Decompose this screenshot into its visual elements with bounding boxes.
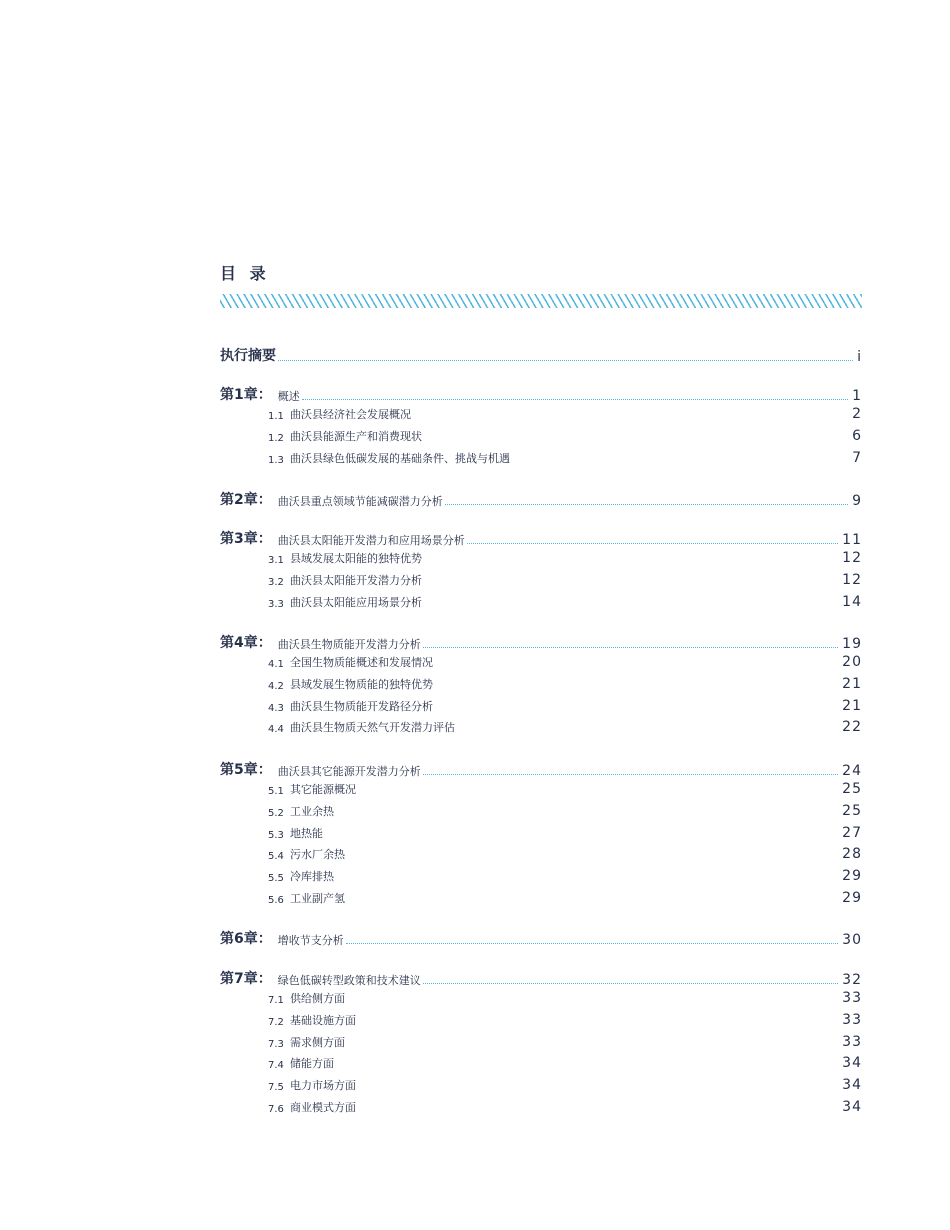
section-number: 1.2 bbox=[268, 432, 284, 444]
section-number: 4.1 bbox=[268, 659, 284, 670]
toc-chapter-5[interactable] bbox=[220, 759, 862, 779]
toc-entry-page: i bbox=[857, 349, 862, 365]
chapter-page: 30 bbox=[842, 932, 862, 948]
section-page: 6 bbox=[852, 427, 862, 444]
section-number: 1.3 bbox=[268, 454, 284, 466]
toc-section-3-1[interactable] bbox=[268, 550, 862, 566]
chapter-title: 曲沃县其它能源开发潜力分析 bbox=[277, 765, 421, 778]
toc-section-1-2[interactable] bbox=[268, 428, 862, 444]
toc-section-1-1[interactable] bbox=[268, 406, 862, 422]
toc-section-5-1[interactable] bbox=[268, 781, 862, 797]
section-page: 22 bbox=[842, 719, 862, 736]
toc-section-5-2[interactable] bbox=[268, 803, 862, 819]
dot-leader bbox=[302, 399, 848, 400]
section-number: 5.4 bbox=[268, 851, 284, 863]
section-number: 4.2 bbox=[268, 680, 284, 692]
toc-section-1-3[interactable] bbox=[268, 450, 862, 466]
toc-section-7-4[interactable] bbox=[268, 1055, 862, 1071]
section-number: 4.4 bbox=[268, 724, 284, 736]
toc-chapter-2[interactable] bbox=[220, 489, 862, 509]
section-page: 27 bbox=[842, 824, 862, 841]
section-title: 曲沃县太阳能开发潜力分析 bbox=[290, 573, 422, 587]
section-page: 34 bbox=[842, 1099, 862, 1115]
chapter-number: 第5章： bbox=[220, 762, 272, 778]
chapter-title: 曲沃县重点领域节能减碳潜力分析 bbox=[277, 495, 443, 508]
toc-chapter-6[interactable] bbox=[220, 928, 862, 948]
chapter-title: 曲沃县太阳能开发潜力和应用场景分析 bbox=[277, 534, 465, 547]
chapter-page: 19 bbox=[842, 636, 862, 652]
section-title: 曲沃县能源生产和消费现状 bbox=[290, 429, 422, 443]
chapter-title: 概述 bbox=[277, 390, 300, 403]
dot-leader bbox=[346, 943, 838, 944]
section-title: 供给侧方面 bbox=[290, 992, 345, 1005]
section-number: 7.1 bbox=[268, 995, 284, 1006]
section-number: 3.1 bbox=[268, 555, 284, 566]
dot-leader bbox=[423, 774, 838, 775]
dot-leader bbox=[467, 543, 838, 544]
chapter-number: 第7章： bbox=[220, 971, 272, 987]
section-number: 3.3 bbox=[268, 598, 284, 610]
section-page: 29 bbox=[842, 890, 862, 906]
dot-leader bbox=[423, 647, 838, 648]
chapter-title: 增收节支分析 bbox=[277, 934, 344, 947]
section-number: 7.5 bbox=[268, 1082, 284, 1094]
section-number: 7.6 bbox=[268, 1104, 284, 1115]
section-page: 20 bbox=[842, 654, 862, 670]
section-title: 污水厂余热 bbox=[290, 848, 345, 862]
toc-chapter-7[interactable] bbox=[220, 968, 862, 988]
chapter-page: 9 bbox=[852, 493, 862, 509]
dot-leader bbox=[445, 504, 848, 505]
section-title: 地热能 bbox=[290, 826, 323, 840]
section-number: 5.3 bbox=[268, 829, 284, 841]
section-number: 5.5 bbox=[268, 873, 284, 885]
chapter-title: 曲沃县生物质能开发潜力分析 bbox=[277, 638, 421, 651]
toc-section-4-1[interactable] bbox=[268, 654, 862, 670]
toc-section-7-5[interactable] bbox=[268, 1077, 862, 1093]
section-number: 7.4 bbox=[268, 1060, 284, 1072]
section-number: 3.2 bbox=[268, 576, 284, 588]
toc-chapter-3[interactable] bbox=[220, 528, 862, 548]
section-title: 曲沃县生物质能开发路径分析 bbox=[290, 699, 433, 713]
section-page: 33 bbox=[842, 1011, 862, 1028]
section-title: 工业余热 bbox=[290, 804, 334, 818]
section-number: 5.6 bbox=[268, 895, 284, 906]
section-number: 1.1 bbox=[268, 411, 284, 422]
section-page: 21 bbox=[842, 675, 862, 692]
section-title: 电力市场方面 bbox=[290, 1079, 356, 1093]
section-title: 县域发展生物质能的独特优势 bbox=[290, 677, 433, 691]
toc-section-5-4[interactable] bbox=[268, 846, 862, 862]
hatched-divider bbox=[220, 294, 862, 308]
section-page: 12 bbox=[842, 571, 862, 588]
chapter-title: 绿色低碳转型政策和技术建议 bbox=[277, 974, 421, 987]
section-page: 29 bbox=[842, 868, 862, 885]
toc-section-7-3[interactable] bbox=[268, 1034, 862, 1050]
toc-section-5-3[interactable] bbox=[268, 825, 862, 841]
section-page: 25 bbox=[842, 781, 862, 797]
toc-chapter-4[interactable] bbox=[220, 632, 862, 652]
toc-section-7-1[interactable] bbox=[268, 990, 862, 1006]
section-number: 5.2 bbox=[268, 807, 284, 819]
section-number: 7.2 bbox=[268, 1016, 284, 1028]
section-page: 34 bbox=[842, 1077, 862, 1094]
section-title: 县域发展太阳能的独特优势 bbox=[290, 552, 422, 565]
chapter-number: 第1章： bbox=[220, 387, 272, 403]
section-number: 5.1 bbox=[268, 786, 284, 797]
toc-section-4-4[interactable] bbox=[268, 719, 862, 735]
section-title: 商业模式方面 bbox=[290, 1101, 356, 1114]
section-page: 12 bbox=[842, 550, 862, 566]
toc-section-4-3[interactable] bbox=[268, 698, 862, 714]
section-title: 曲沃县生物质天然气开发潜力评估 bbox=[290, 721, 455, 735]
toc-section-7-6[interactable] bbox=[268, 1099, 862, 1115]
toc-section-3-2[interactable] bbox=[268, 572, 862, 588]
section-title: 工业副产氢 bbox=[290, 892, 345, 905]
section-page: 34 bbox=[842, 1055, 862, 1072]
section-number: 4.3 bbox=[268, 702, 284, 714]
section-title: 基础设施方面 bbox=[290, 1013, 356, 1027]
chapter-page: 1 bbox=[852, 388, 862, 404]
chapter-page: 32 bbox=[842, 972, 862, 988]
chapter-page: 11 bbox=[842, 532, 862, 548]
chapter-page: 24 bbox=[842, 763, 862, 779]
section-page: 33 bbox=[842, 990, 862, 1006]
section-title: 其它能源概况 bbox=[290, 783, 356, 796]
section-title: 全国生物质能概述和发展情况 bbox=[290, 656, 433, 669]
section-title: 曲沃县绿色低碳发展的基础条件、挑战与机遇 bbox=[290, 451, 510, 465]
chapter-number: 第2章： bbox=[220, 492, 272, 508]
section-page: 14 bbox=[842, 593, 862, 610]
toc-section-5-6[interactable] bbox=[268, 890, 862, 906]
toc-chapter-1[interactable] bbox=[220, 384, 862, 404]
dot-leader bbox=[423, 983, 838, 984]
section-page: 21 bbox=[842, 697, 862, 714]
toc-section-3-3[interactable] bbox=[268, 594, 862, 610]
section-page: 28 bbox=[842, 846, 862, 863]
dot-leader bbox=[278, 360, 853, 361]
section-number: 7.3 bbox=[268, 1038, 284, 1050]
chapter-number: 第4章： bbox=[220, 635, 272, 651]
toc-entry-summary[interactable] bbox=[220, 345, 862, 365]
section-page: 33 bbox=[842, 1033, 862, 1050]
section-page: 7 bbox=[852, 449, 862, 466]
section-title: 储能方面 bbox=[290, 1057, 334, 1071]
section-page: 25 bbox=[842, 802, 862, 819]
toc-section-7-2[interactable] bbox=[268, 1012, 862, 1028]
toc-section-4-2[interactable] bbox=[268, 676, 862, 692]
chapter-number: 第3章： bbox=[220, 531, 272, 547]
page-title: 目 录 bbox=[220, 264, 270, 283]
section-page: 2 bbox=[852, 406, 862, 422]
section-title: 需求侧方面 bbox=[290, 1035, 345, 1049]
chapter-number: 第6章： bbox=[220, 931, 272, 947]
toc-section-5-5[interactable] bbox=[268, 868, 862, 884]
section-title: 冷库排热 bbox=[290, 870, 334, 884]
section-title: 曲沃县太阳能应用场景分析 bbox=[290, 595, 422, 609]
toc-entry-title: 执行摘要 bbox=[220, 348, 276, 364]
section-title: 曲沃县经济社会发展概况 bbox=[290, 408, 411, 421]
